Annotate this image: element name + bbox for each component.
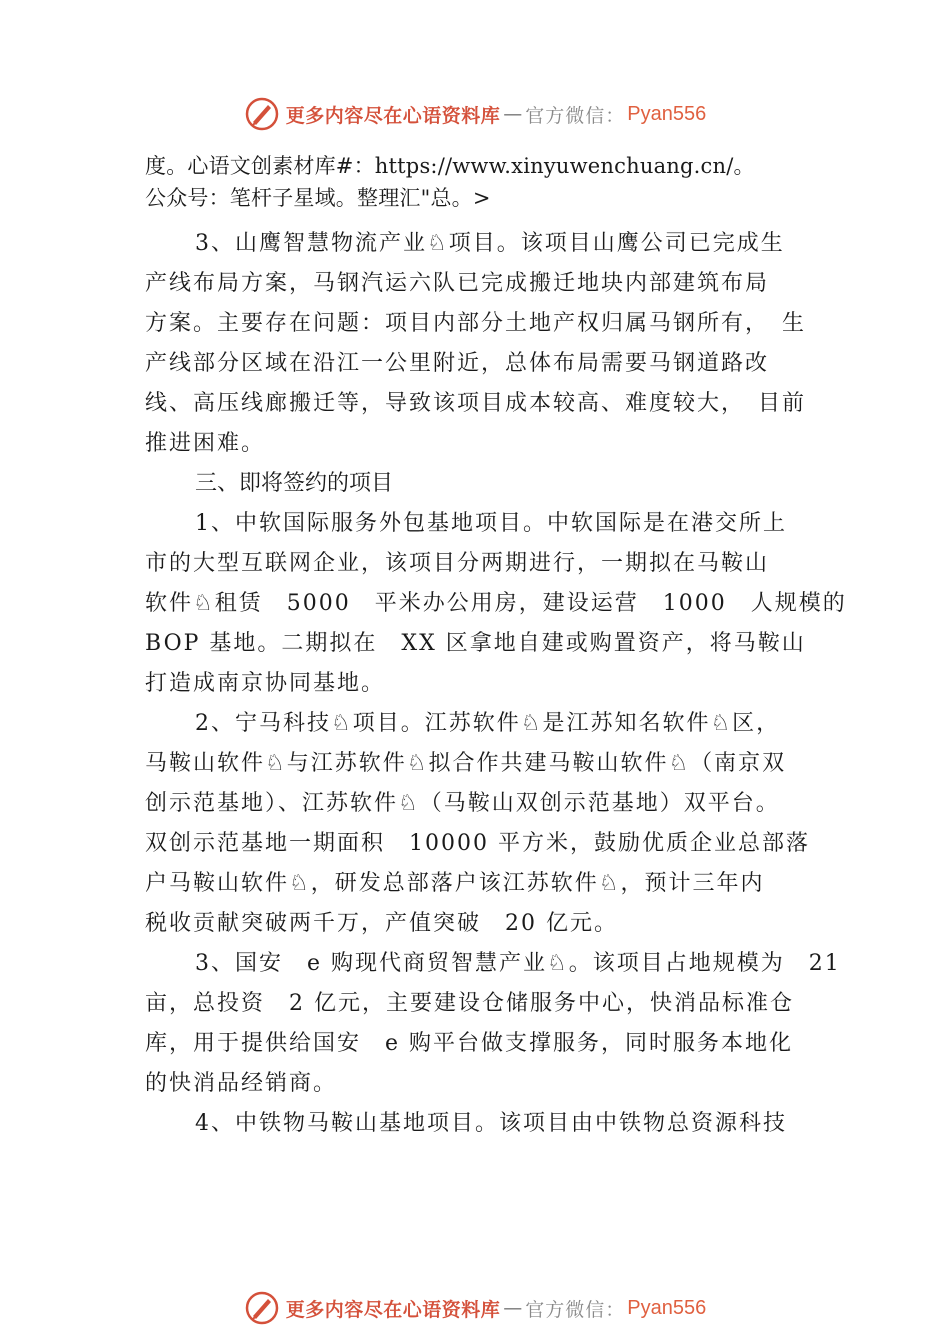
banner-title: 更多内容尽在心语资料库 xyxy=(285,1298,501,1321)
text-line: 3、国安 e 购现代商贸智慧产业♘。该项目占地规模为 21 xyxy=(195,951,841,976)
text-line: 亩，总投资 2 亿元，主要建设仓储服务中心，快消品标准仓 xyxy=(145,991,794,1016)
text-line: 软件♘租赁 5000 平米办公用房，建设运营 1000 人规模的 xyxy=(145,591,847,616)
text-line: 户马鞍山软件♘，研发总部落户该江苏软件♘，预计三年内 xyxy=(145,871,765,896)
text-line: 双创示范基地一期面积 10000 平方米，鼓励优质企业总部落 xyxy=(145,831,810,856)
text-line: 产线布局方案，马钢汽运六队已完成搬迁地块内部建筑布局 xyxy=(145,271,770,296)
text-line: 1、中软国际服务外包基地项目。中软国际是在港交所上 xyxy=(195,511,787,536)
banner-separator: — xyxy=(503,103,523,125)
banner-wechat-label: 官方微信： xyxy=(525,104,626,127)
document-body xyxy=(145,150,847,1144)
text-line: 线、高压线廊搬迁等，导致该项目成本较高、难度较大， 目前 xyxy=(145,391,807,416)
banner-wechat-label: 官方微信： xyxy=(525,1298,626,1321)
text-line: 公众号：笔杆子星域。整理汇"总。> xyxy=(145,186,491,210)
text-line: 度。心语文创素材库#：https://www.xinyuwenchuang.cn/。 xyxy=(145,154,755,178)
header-banner xyxy=(0,92,950,136)
section-heading: 三、即将签约的项目 xyxy=(195,471,394,496)
text-line: 税收贡献突破两千万，产值突破 20 亿元。 xyxy=(145,911,618,936)
banner-title: 更多内容尽在心语资料库 xyxy=(285,104,501,127)
text-line: 2、宁马科技♘项目。江苏软件♘是江苏知名软件♘区， xyxy=(195,711,781,736)
banner-separator: — xyxy=(503,1297,523,1319)
footer-banner xyxy=(0,1286,950,1330)
text-line: BOP 基地。二期拟在 XX 区拿地自建或购置资产，将马鞍山 xyxy=(145,631,806,656)
text-line: 方案。主要存在问题：项目内部分土地产权归属马钢所有， 生 xyxy=(145,311,807,336)
text-line: 推进困难。 xyxy=(145,431,266,456)
text-line: 库，用于提供给国安 e 购平台做支撑服务，同时服务本地化 xyxy=(145,1031,794,1056)
banner-wechat-id: Pyan556 xyxy=(627,1296,707,1319)
text-line: 打造成南京协同基地。 xyxy=(145,671,386,696)
pen-logo-icon xyxy=(244,1290,280,1326)
text-line: 市的大型互联网企业，该项目分两期进行，一期拟在马鞍山 xyxy=(145,551,770,576)
text-line: 的快消品经销商。 xyxy=(145,1071,338,1096)
text-line: 3、山鹰智慧物流产业♘项目。该项目山鹰公司已完成生 xyxy=(195,231,785,256)
pen-logo-icon xyxy=(244,96,280,132)
banner-wechat-id: Pyan556 xyxy=(627,102,707,125)
text-line: 4、中铁物马鞍山基地项目。该项目由中铁物总资源科技 xyxy=(195,1111,787,1136)
text-line: 产线部分区域在沿江一公里附近，总体布局需要马钢道路改 xyxy=(145,351,770,376)
text-line: 马鞍山软件♘与江苏软件♘拟合作共建马鞍山软件♘（南京双 xyxy=(145,751,787,776)
text-line: 创示范基地）、江苏软件♘（马鞍山双创示范基地）双平台。 xyxy=(145,791,780,816)
